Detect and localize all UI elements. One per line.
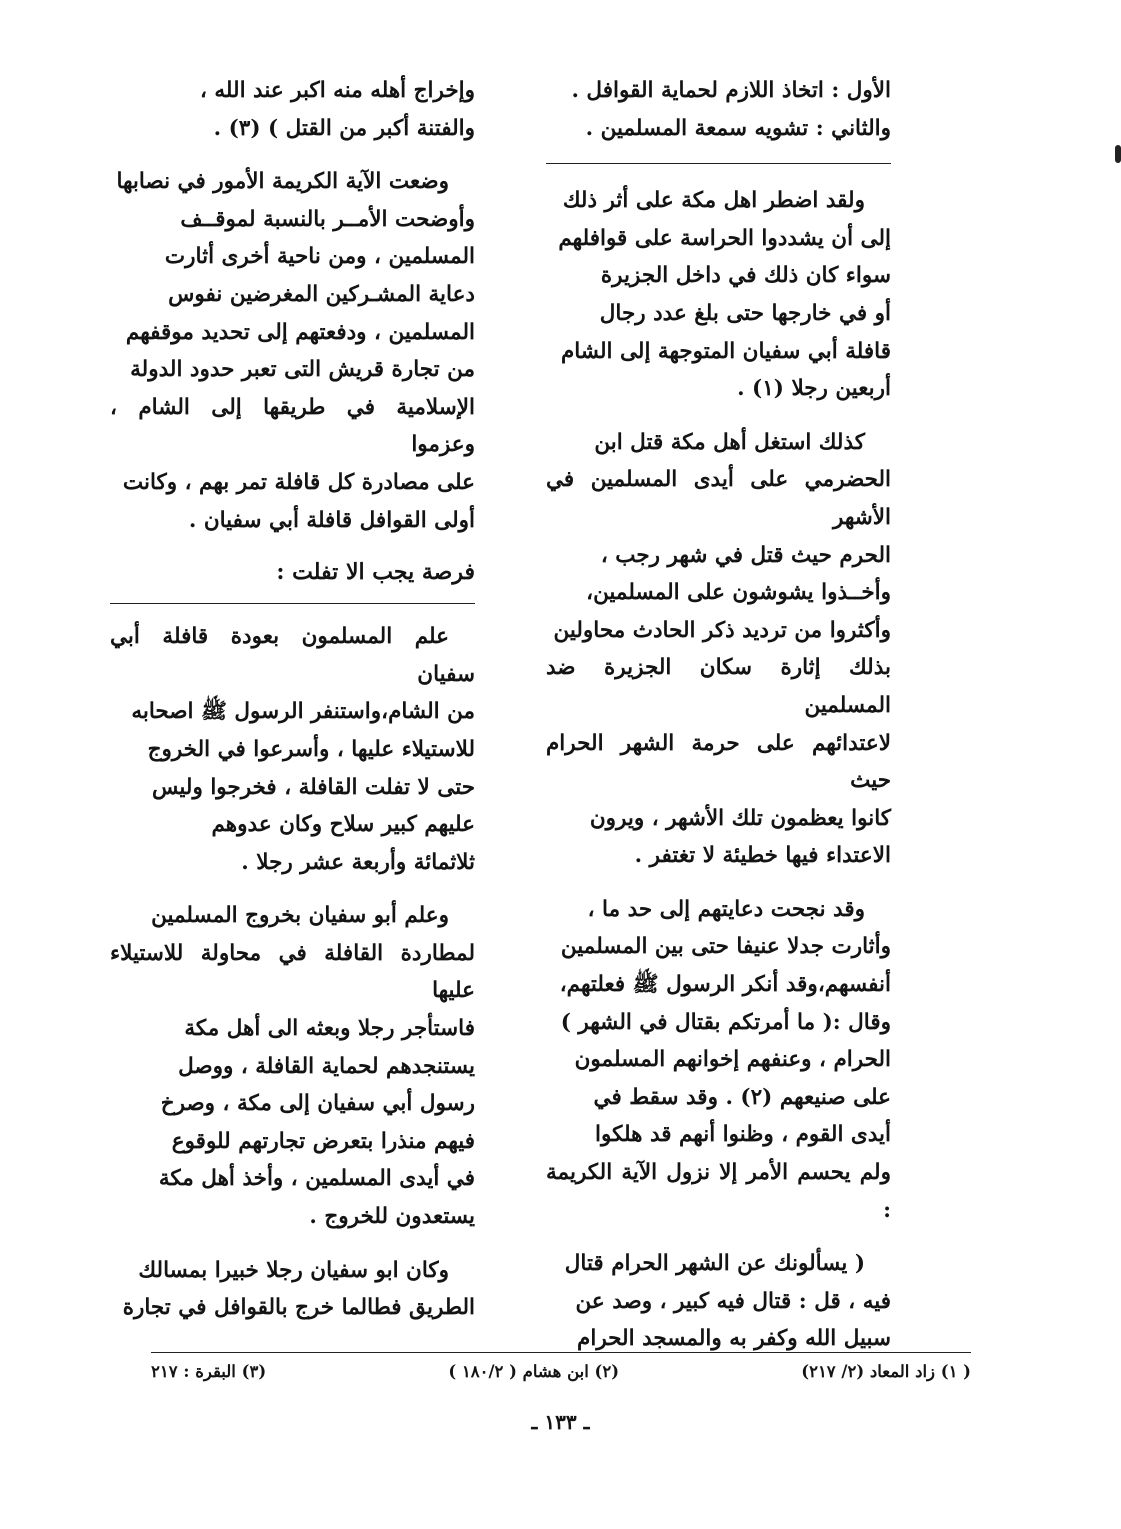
text-line: وأثارت جدلا عنيفا حتى بين المسلمين: [560, 934, 891, 960]
text-line: دعاية المشـركين المغرضين نفوس: [168, 281, 475, 307]
text-line: سواء كان ذلك في داخل الجزيرة: [600, 263, 891, 289]
text-line: الحضرمي على أيدى المسلمين في الأشهر: [546, 467, 891, 530]
left-para-1: [110, 72, 475, 147]
text-line: يستعدون للخروج .: [309, 1204, 475, 1230]
footnote-rule: [151, 1352, 971, 1353]
text-line: حتى لا تفلت القافلة ، فخرجوا وليس: [152, 774, 475, 800]
text-line: كانوا يعظمون تلك الأشهر ، ويرون: [589, 805, 891, 831]
text-line: وأخــذوا يشوشون على المسلمين،: [586, 580, 891, 606]
text-line: ولقد اضطر اهل مكة على أثر ذلك: [562, 188, 865, 214]
separator-line: [546, 163, 891, 164]
text-line: من تجارة قريش التى تعبر حدود الدولة: [130, 357, 475, 383]
text-line: عليهم كبير سلاح وكان عدوهم: [211, 812, 475, 838]
text-line: ثلاثمائة وأربعة عشر رجلا .: [241, 849, 475, 875]
text-line: الطريق فطالما خرج بالقوافل في تجارة: [122, 1295, 475, 1321]
text-line: إلى أن يشددوا الحراسة على قوافلهم: [558, 225, 891, 251]
text-line: ( يسألونك عن الشهر الحرام قتال: [564, 1251, 865, 1277]
text-line: والثاني : تشويه سمعة المسلمين .: [585, 115, 891, 141]
text-line: أولى القوافل قافلة أبي سفيان .: [188, 507, 475, 533]
text-line: الأول : اتخاذ اللازم لحماية القوافل .: [571, 78, 891, 103]
text-line: من الشام،واستنفر الرسول ﷺ اصحابه: [131, 699, 475, 725]
text-line: للاستيلاء عليها ، وأسرعوا في الخروج: [147, 736, 475, 762]
text-line: رسول أبي سفيان إلى مكة ، وصرخ: [160, 1091, 475, 1117]
footnote-1: ( ١) زاد المعاد (٢/ ٢١٧): [801, 1362, 971, 1381]
right-column: [546, 72, 891, 1374]
text-line: لمطاردة القافلة في محاولة للاستيلاء عليها: [110, 940, 475, 1004]
text-line: وضعت الآية الكريمة الأمور في نصابها: [116, 169, 449, 195]
text-line: بذلك إثارة سكان الجزيرة ضد المسلمين: [546, 655, 891, 718]
text-line: ولم يحسم الأمر إلا نزول الآية الكريمة :: [546, 1160, 891, 1223]
text-line: وإخراج أهله منه اكبر عند الله ،: [199, 78, 475, 103]
text-line: الإسلامية في طريقها إلى الشام ، وعزموا: [110, 394, 475, 458]
footnote-2: (٢) ابن هشام ( ١٨٠/٢ ): [448, 1362, 620, 1381]
text-line: لاعتدائهم على حرمة الشهر الحرام حيث: [546, 730, 891, 794]
right-para-1: [546, 72, 891, 147]
text-line: أيدى القوم ، وظنوا أنهم قد هلكوا: [595, 1122, 891, 1148]
left-para-2: [110, 163, 475, 539]
text-line: والفتنة أكبر من القتل ) (٣) .: [213, 115, 475, 141]
text-line: وأكثروا من ترديد ذكر الحادث محاولين: [553, 617, 891, 643]
text-line: وعلم أبو سفيان بخروج المسلمين: [151, 903, 449, 929]
heading-rule: [110, 603, 475, 604]
text-line: سبيل الله وكفر به والمسجد الحرام: [577, 1326, 891, 1352]
text-line: وأوضحت الأمــر بالنسبة لموقــف: [180, 206, 475, 232]
text-line: وقد نجحت دعايتهم إلى حد ما ،: [587, 896, 865, 922]
text-line: أربعين رجلا (١) .: [737, 376, 891, 402]
text-line: المسلمين ، ودفعتهم إلى تحديد موقفهم: [125, 319, 475, 345]
left-para-3: [110, 618, 475, 881]
text-line: وقال :( ما أمرتكم بقتال في الشهر ): [560, 1009, 891, 1035]
text-line: أو في خارجها حتى بلغ عدد رجال: [599, 300, 891, 326]
right-para-2: [546, 182, 891, 408]
text-line: فيه ، قل : قتال فيه كبير ، وصد عن: [575, 1288, 891, 1314]
text-line: على صنيعهم (٢) . وقد سقط في: [593, 1084, 891, 1110]
left-para-4: [110, 897, 475, 1235]
right-para-5: [546, 1245, 891, 1358]
text-line: علم المسلمون بعودة قافلة أبي سفيان: [110, 624, 475, 687]
text-line: قافلة أبي سفيان المتوجهة إلى الشام: [560, 338, 891, 364]
left-para-5: [110, 1252, 475, 1327]
right-para-4: [546, 891, 891, 1229]
text-line: كذلك استغل أهل مكة قتل ابن: [594, 429, 865, 455]
text-line: وكان ابو سفيان رجلا خبيرا بمسالك: [138, 1257, 449, 1283]
text-line: فاستأجر رجلا وبعثه الى أهل مكة: [184, 1016, 475, 1042]
text-line: الحرام ، وعنفهم إخوانهم المسلمون: [574, 1047, 891, 1073]
text-line: يستنجدهم لحماية القافلة ، ووصل: [178, 1053, 475, 1079]
text-line: الاعتداء فيها خطيئة لا تغتفر .: [634, 843, 891, 869]
section-heading: فرصة يجب الا تفلت :: [276, 559, 475, 586]
text-line: أنفسهم،وقد أنكر الرسول ﷺ فعلتهم،: [559, 972, 891, 998]
text-line: فيهم منذرا بتعرض تجارتهم للوقوع: [171, 1128, 475, 1154]
text-line: المسلمين ، ومن ناحية أخرى أثارت: [164, 244, 475, 270]
text-line: على مصادرة كل قافلة تمر بهم ، وكانت: [122, 469, 475, 495]
page-number: ـ ١٣٣ ـ: [531, 1410, 590, 1434]
footnote-3: (٣) البقرة : ٢١٧: [151, 1362, 267, 1381]
text-line: في أيدى المسلمين ، وأخذ أهل مكة: [158, 1166, 475, 1192]
footnotes: [151, 1362, 971, 1381]
left-column: [110, 72, 475, 1343]
text-line: الحرم حيث قتل في شهر رجب ،: [600, 542, 891, 568]
page-edge-mark: [1115, 145, 1121, 163]
right-para-3: [546, 424, 891, 875]
